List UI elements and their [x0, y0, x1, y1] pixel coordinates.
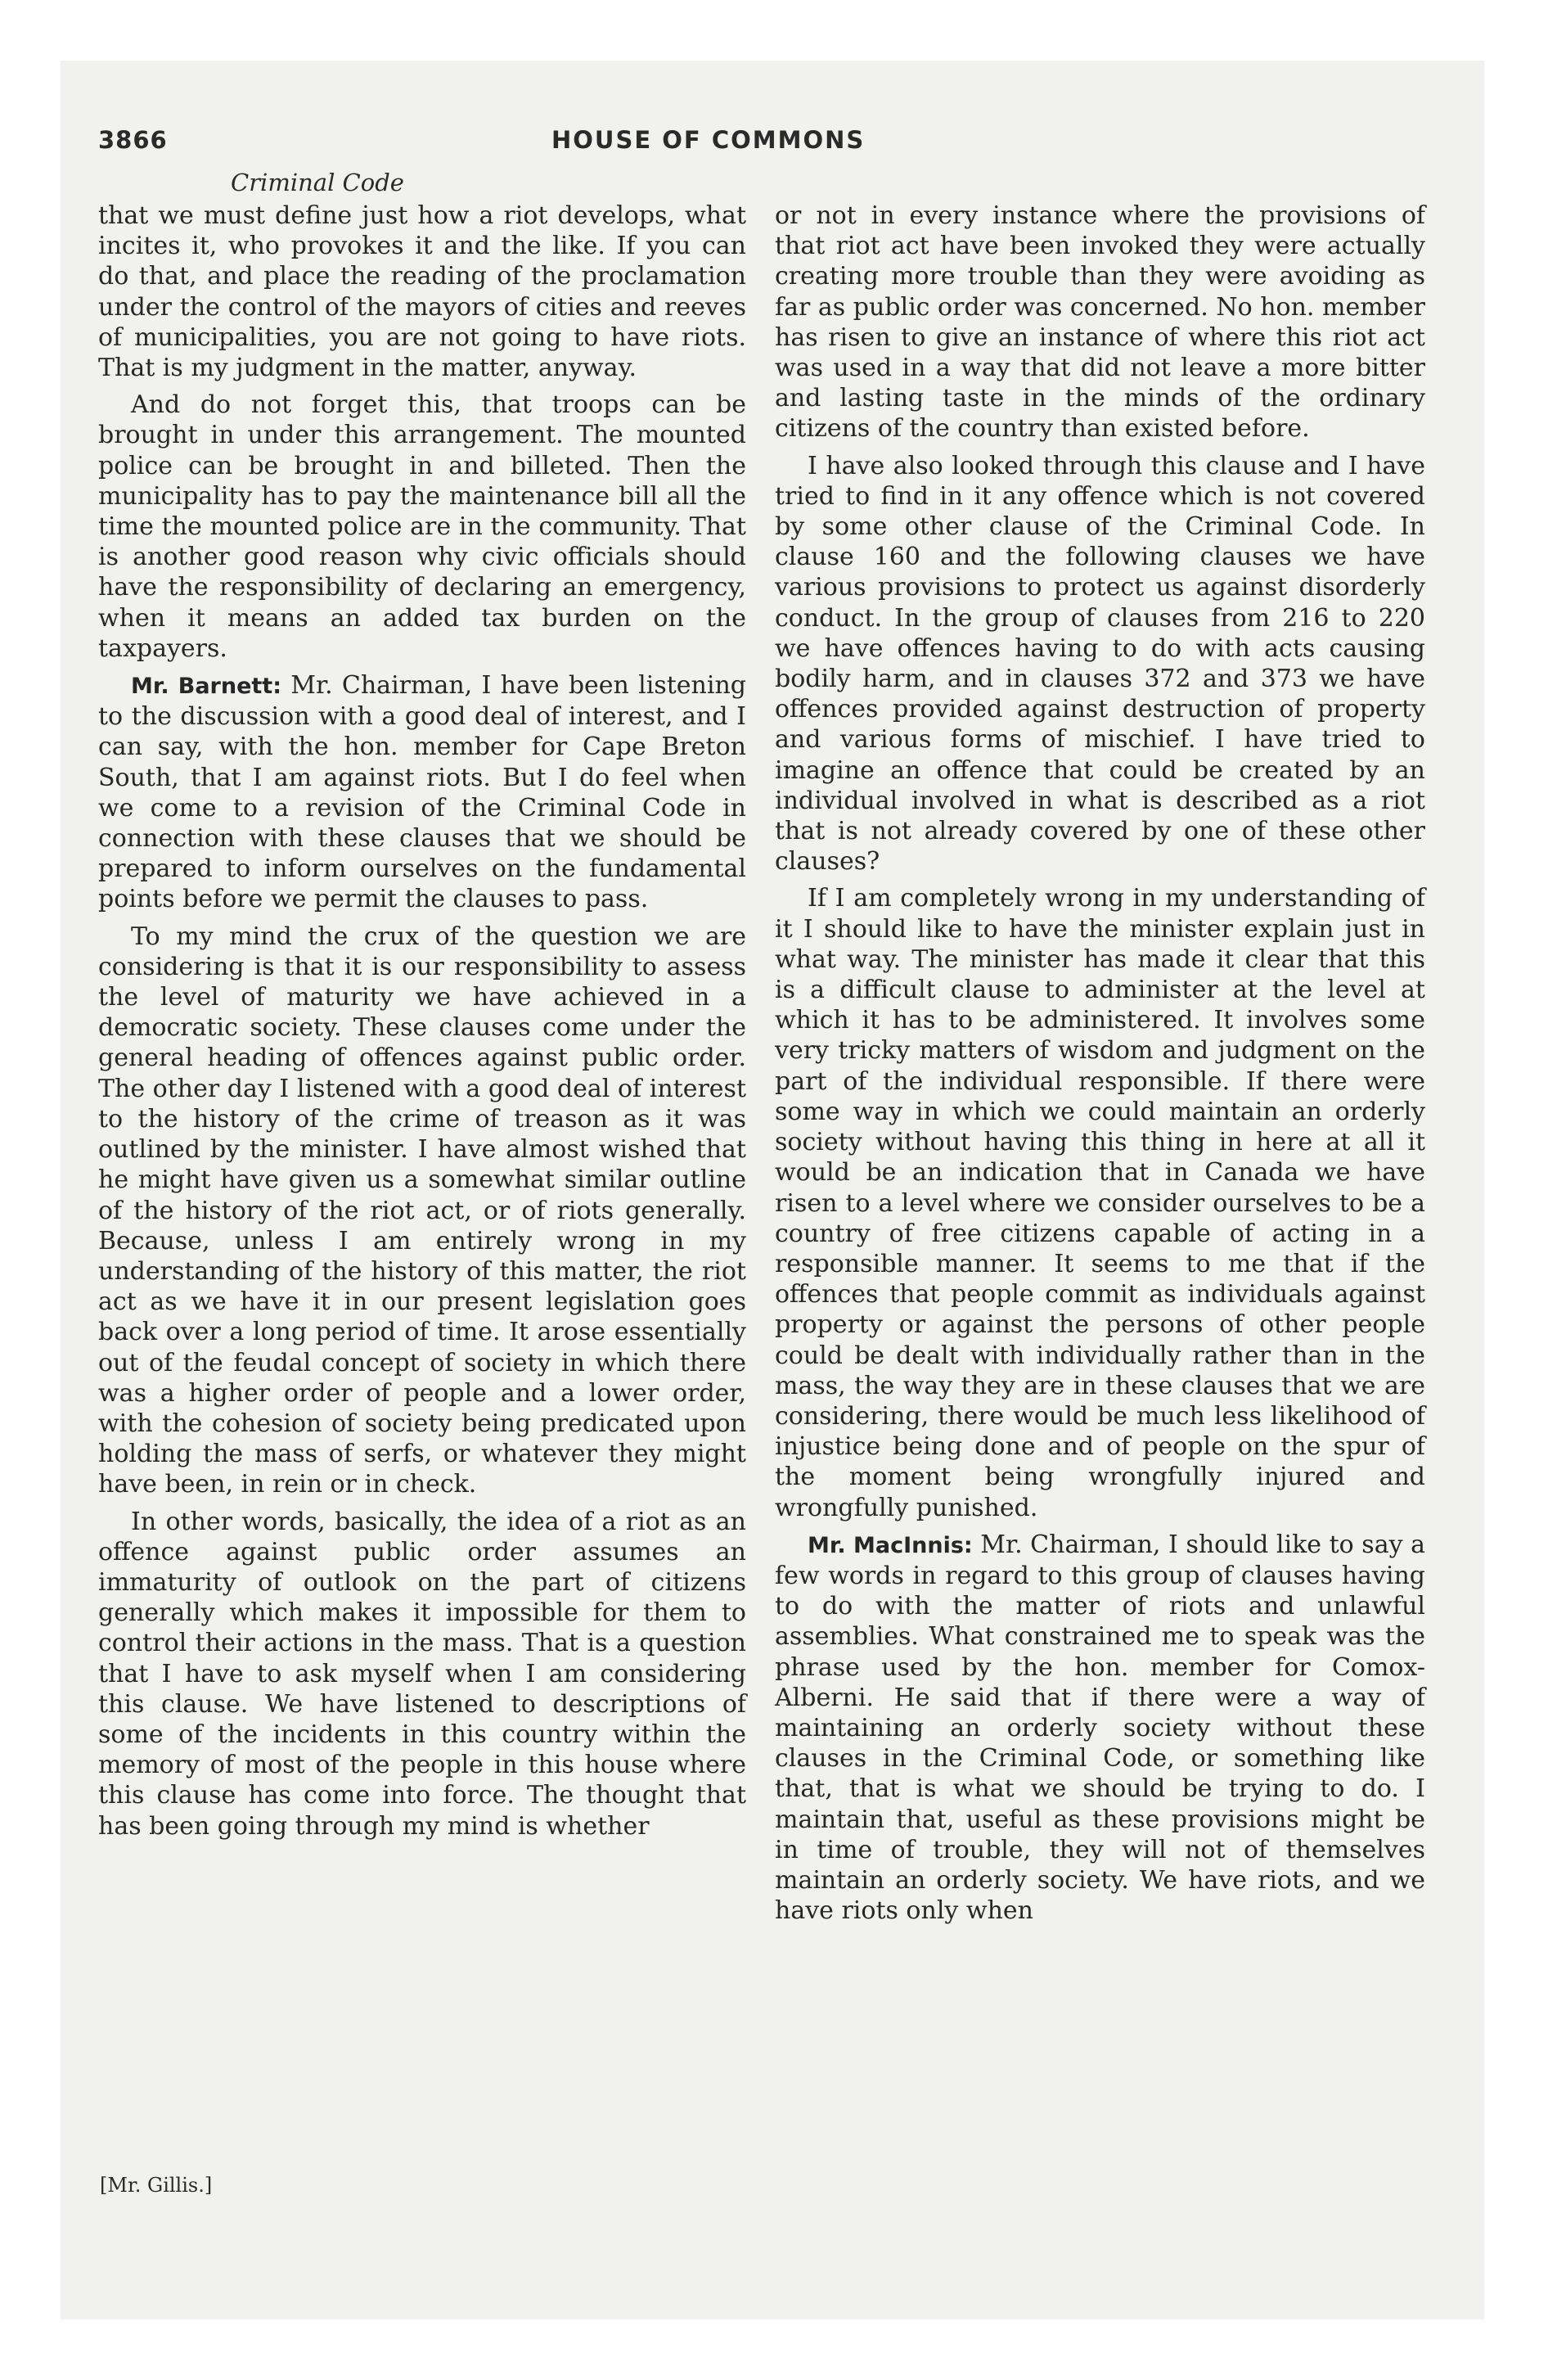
right-column — [775, 201, 1425, 1932]
paragraph: that we must define just how a riot develops, what incites it, who provokes it and the like. If you can do that, and place the reading of the proclamation under the control of the mayors of cities and reeves of municipalities, you are not going to have riots. That is my judgment in the matter, anyway. — [98, 201, 746, 383]
paragraph: or not in every instance where the provisions of that riot act have been invoked they were actually creating more trouble than they were avoiding as far as public order was concerned. No hon. member has risen to give an instance of where this riot act was used in a way that did not leave a more bitter and lasting taste in the minds of the ordinary citizens of the country than existed before. — [775, 201, 1425, 444]
left-column — [98, 201, 746, 1848]
paragraph: I have also looked through this clause and I have tried to find in it any offence which is not covered by some other clause of the Criminal Code. In clause 160 and the following clauses we have various provisions to protect us against disorderly conduct. In the group of clauses from 216 to 220 we have offences having to do with acts causing bodily harm, and in clauses 372 and 373 we have offences provided against destruction of property and various forms of mischief. I have tried to imagine an offence that could be created by an individual involved in what is described as a riot that is not already covered by one of these other clauses? — [775, 451, 1425, 877]
document-page — [61, 61, 1484, 2319]
paragraph: To my mind the crux of the question we are considering is that it is our responsibility to assess the level of maturity we have achieved in a democratic society. These clauses come under the general heading of offences against public order. The other day I listened with a good deal of interest to the history of the crime of treason as it was outlined by the minister. I have almost wished that he might have given us a somewhat similar outline of the history of the riot act, or of riots generally. Because, unless I am entirely wrong in my understanding of the history of this matter, the riot act as we have it in our present legislation goes back over a long period of time. It arose essentially out of the feudal concept of society in which there was a higher order of people and a lower order, with the cohesion of society being predicated upon holding the mass of serfs, or whatever they might have been, in rein or in check. — [98, 922, 746, 1499]
paragraph: And do not forget this, that troops can be brought in under this arrangement. The mounted police can be brought in and billeted. Then the municipality has to pay the maintenance bill all the time the mounted police are in the community. That is another good reason why civic officials should have the responsibility of declaring an emergency, when it means an added tax burden on the taxpayers. — [98, 390, 746, 663]
running-title: HOUSE OF COMMONS — [551, 126, 866, 154]
speech-text: Mr. Chairman, I should like to say a few words in regard to this group of clauses having to do with the matter of riots and unlawful assemblies. What constrained me to speak was the phrase used by the hon. member for Comox-Alberni. He said that if there were a way of maintaining an orderly society without these clauses in the Criminal Code, or something like that, that is what we should be trying to do. I maintain that, useful as these provisions might be in time of trouble, they will not of themselves maintain an orderly society. We have riots, and we have riots only when — [775, 1530, 1425, 1926]
page-header — [98, 126, 998, 196]
speech-paragraph — [775, 1530, 1425, 1927]
speech-text: Mr. Chairman, I have been listening to the discussion with a good deal of interest, and I can say, with the hon. member for Cape Breton South, that I am against riots. But I do feel when we come to a revision of the Criminal Code in connection with these clauses that we should be prepared to inform ourselves on the fundamental points before we permit the clauses to pass. — [98, 671, 747, 914]
paragraph: If I am completely wrong in my understanding of it I should like to have the minister explain just in what way. The minister has made it clear that this is a difficult clause to administer at the level at which it has to be administered. It involves some very tricky matters of wisdom and judgment on the part of the individual responsible. If there were some way in which we could maintain an orderly society without having this thing in here at all it would be an indication that in Canada we have risen to a level where we consider ourselves to be a country of free citizens capable of acting in a responsible manner. It seems to me that if the offences that people commit as individuals against property or against the persons of other people could be dealt with individually rather than in the mass, the way they are in these clauses that we are considering, there would be much less likelihood of injustice being done and of people on the spur of the moment being wrongfully injured and wrongfully punished. — [775, 884, 1425, 1522]
page-number: 3866 — [98, 126, 168, 154]
speech-paragraph — [98, 670, 746, 915]
paragraph: In other words, basically, the idea of a riot as an offence against public order assumes an immaturity of outlook on the part of citizens generally which makes it impossible for them to control their actions in the mass. That is a question that I have to ask myself when I am considering this clause. We have listened to descriptions of some of the incidents in this country within the memory of most of the people in this house where this clause has come into force. The thought that has been going through my mind is whether — [98, 1507, 746, 1841]
speaker-name: Mr. MacInnis: — [808, 1532, 973, 1558]
speaker-attribution: [Mr. Gillis.] — [100, 2174, 213, 2197]
speaker-name: Mr. Barnett: — [131, 674, 282, 700]
section-title: Criminal Code — [231, 169, 404, 196]
